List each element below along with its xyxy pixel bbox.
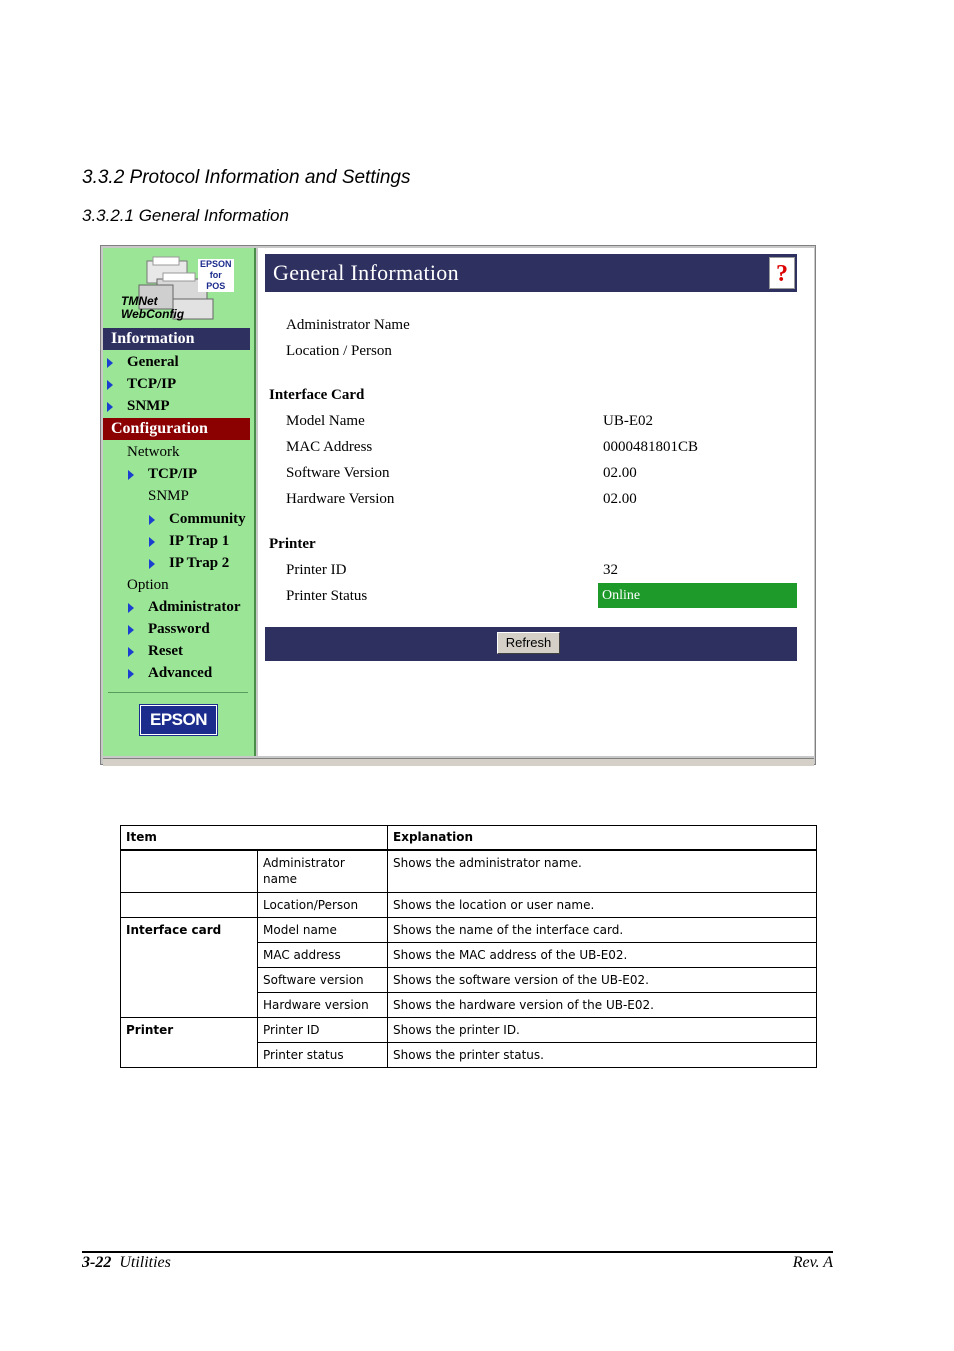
explanation-cell: Shows the name of the interface card. [388,917,817,942]
arrow-right-icon [107,402,113,412]
sidebar-label-network: Network [127,444,180,460]
item-cell: Model name [258,917,388,942]
explanation-cell: Shows the MAC address of the UB-E02. [388,942,817,967]
panel-title: General Information [273,260,459,285]
sidebar-item-ip-trap-2[interactable]: IP Trap 2 [149,554,229,572]
sidebar-divider [108,692,248,693]
tmnet-webconfig-logo [113,255,233,325]
footer-left [82,1254,171,1272]
printer-status-value: Online [598,583,797,608]
group-cell [121,892,258,917]
sidebar-header-information: Information [103,328,250,350]
browser-status-bar [103,758,814,766]
item-cell: MAC address [258,942,388,967]
software-version-label: Software Version [286,465,390,481]
arrow-right-icon [149,515,155,525]
arrow-right-icon [128,603,134,613]
epson-for-pos-badge: EPSON for POS [200,259,232,291]
arrow-right-icon [128,625,134,635]
table-row [121,917,817,942]
printer-id-value: 32 [603,562,618,578]
sidebar-item-reset[interactable]: Reset [128,642,183,660]
sidebar-item-ip-trap-1[interactable]: IP Trap 1 [149,532,229,550]
table-row [121,1017,817,1042]
hardware-version-value: 02.00 [603,491,637,507]
refresh-button[interactable]: Refresh [497,632,560,654]
explanation-cell: Shows the printer status. [388,1042,817,1067]
mac-address-label: MAC Address [286,439,373,455]
explanation-cell: Shows the software version of the UB-E02. [388,967,817,992]
explanation-table [120,825,817,1068]
model-name-label: Model Name [286,413,365,429]
item-cell: Software version [258,967,388,992]
printer-header: Printer [269,536,316,552]
hardware-version-label: Hardware Version [286,491,395,507]
sidebar-item-general[interactable]: General [107,353,179,371]
admin-name-label: Administrator Name [286,317,410,333]
item-cell: Printer ID [258,1017,388,1042]
location-label: Location / Person [286,343,392,359]
model-name-value: UB-E02 [603,413,653,429]
item-cell: Location/Person [258,892,388,917]
item-cell: Hardware version [258,992,388,1017]
explanation-cell: Shows the hardware version of the UB-E02. [388,992,817,1017]
explanation-cell: Shows the location or user name. [388,892,817,917]
item-cell: Administrator name [258,850,388,892]
tmnet-webconfig-text: TMNet WebConfig [121,294,185,321]
group-cell: Printer [121,1017,258,1067]
help-icon[interactable]: ? [769,257,795,289]
mac-address-value: 0000481801CB [603,439,699,455]
explanation-cell: Shows the administrator name. [388,850,817,892]
section-heading: 3.3.2 Protocol Information and Settings [82,167,411,188]
explanation-cell: Shows the printer ID. [388,1017,817,1042]
interface-card-header: Interface Card [269,387,365,403]
epson-logo[interactable]: EPSON [140,705,217,735]
item-cell: Printer status [258,1042,388,1067]
printer-status-label: Printer Status [286,588,368,604]
sidebar-item-community[interactable]: Community [149,510,246,528]
sidebar-label-snmp: SNMP [148,488,189,504]
sidebar-label-option: Option [127,577,169,593]
printer-id-label: Printer ID [286,562,347,578]
header-explanation: Explanation [388,826,817,851]
sidebar-header-configuration: Configuration [103,418,250,440]
arrow-right-icon [149,537,155,547]
arrow-right-icon [128,647,134,657]
sidebar-item-info-snmp[interactable]: SNMP [107,397,170,415]
page-number: 3-22 [82,1254,112,1271]
sidebar-item-administrator[interactable]: Administrator [128,598,241,616]
table-row [121,850,817,892]
arrow-right-icon [128,470,134,480]
sidebar-item-config-tcpip[interactable]: TCP/IP [128,465,197,483]
table-row [121,892,817,917]
group-cell [121,850,258,892]
footer-rule [82,1251,833,1253]
software-version-value: 02.00 [603,465,637,481]
sidebar-item-password[interactable]: Password [128,620,210,638]
subsection-heading: 3.3.2.1 General Information [82,206,289,225]
sidebar-item-advanced[interactable]: Advanced [128,664,212,682]
chapter-name: Utilities [119,1254,171,1271]
arrow-right-icon [149,559,155,569]
sidebar-item-info-tcpip[interactable]: TCP/IP [107,375,176,393]
footer-revision: Rev. A [792,1254,833,1271]
table-header-row [121,826,817,851]
header-item: Item [121,826,388,851]
group-cell: Interface card [121,917,258,1017]
arrow-right-icon [128,669,134,679]
arrow-right-icon [107,358,113,368]
arrow-right-icon [107,380,113,390]
